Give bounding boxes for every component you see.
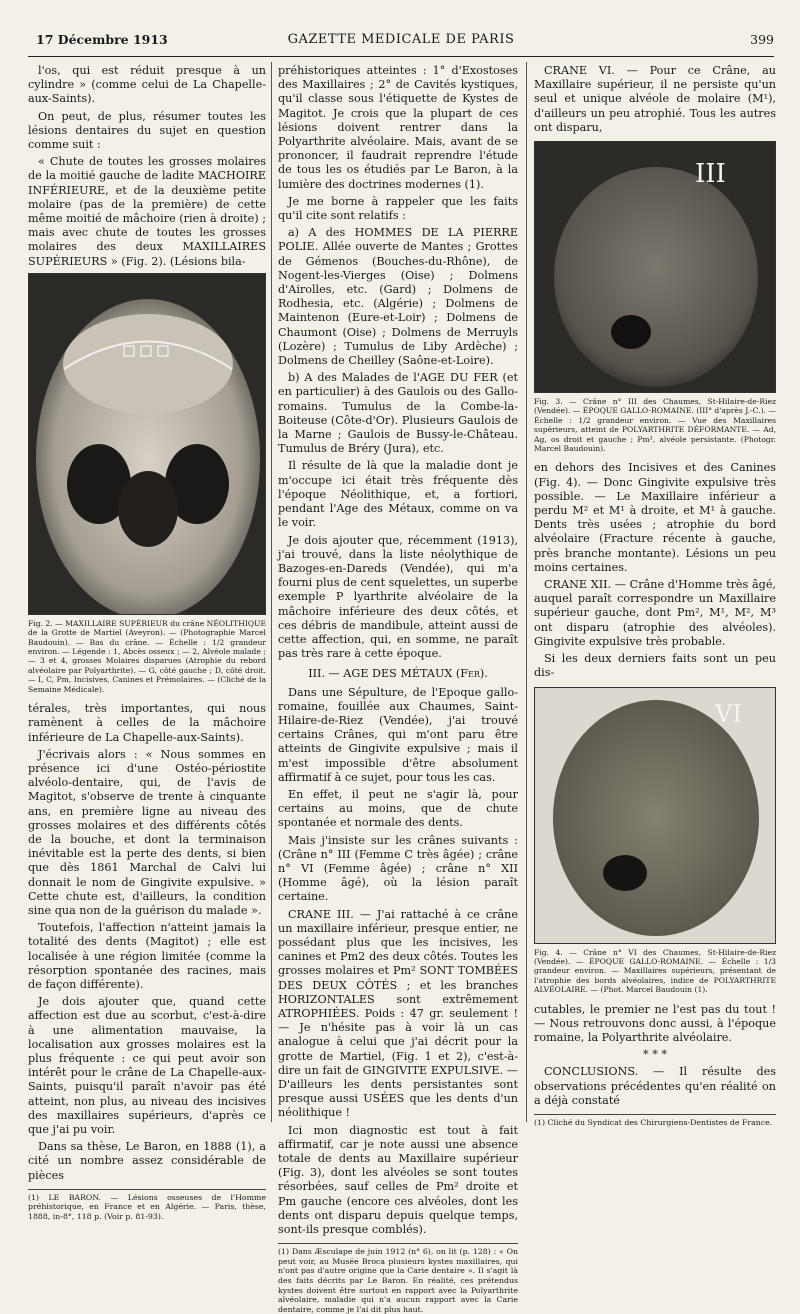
footnote: (1) Dans Æsculape de juin 1912 (n° 6), on lit (p. 128) : « On peut voir, au Musée Broca plusieurs kystes maxillaires, qui n'ont pas d'autre origine que la Carie dentaire ». Il s'agit là des faits décrits par Le Baron. En réalité, ces prétendus kystes doivent être surtout en rapport avec la Polyarthrite alvéolaire, maladie qui n'a aucun rapport avec la Carie dentaire, comme je l'ai dit plus haut. bbox=[278, 1243, 518, 1314]
figure-3-photo bbox=[534, 141, 776, 393]
column-2 bbox=[278, 64, 518, 1314]
column-divider bbox=[526, 62, 527, 1122]
paragraph: CRANE III. — J'ai rattaché à ce crâne un maxillaire inférieur, presque entier, ne possédant plus que les incisives, les canines et Pm2 des deux côtés. Toutes les grosses molaires et Pm² SONT TOMBÉES DES DEUX CÔTÉS ; et les branches HORIZONTALES sont extrêmement ATROPHIÉES. Poids : 47 gr. seulement ! — Je n'hésite pas à voir là un cas analogue à celui que j'ai décrit pour la grotte de Martiel, (Fig. 1 et 2), c'est-à-dire un fait de GINGIVITE EXPULSIVE. — D'ailleurs les dents persistantes sont presque aussi USÉES que les dents d'un néolithique ! bbox=[278, 907, 518, 1120]
paragraph: Je dois ajouter que, quand cette affection est due au scorbut, c'est-à-dire à une alimentation mauvaise, la localisation aux grosses molaires est la plus fréquente : ce qui peut avoir son intérêt pour le crâne de La Chapelle-aux-Saints, puisqu'il paraît n'avoir pas été atteint, non plus, au niveau des incisives des maxillaires supérieurs, d'après ce que j'ai pu voir. bbox=[28, 995, 266, 1136]
skull-iii-image bbox=[535, 142, 776, 392]
paragraph: l'os, qui est réduit presque à un cylindre » (comme celui de La Chapelle-aux-Saints). bbox=[28, 64, 266, 106]
skull-vi-image bbox=[535, 688, 776, 943]
paragraph: CRANE VI. — Pour ce Crâne, au Maxillaire supérieur, il ne persiste qu'un seul et unique alvéole de molaire (M¹), d'ailleurs un peu atrophié. Tous les autres ont disparu, bbox=[534, 64, 776, 134]
figure-4-photo bbox=[534, 687, 776, 944]
footnote: (1) LE BARON. — Lésions osseuses de l'Homme préhistorique, en France et en Algérie. — Paris, thèse, 1888, in-8°, 118 p. (Voir p. 81-93). bbox=[28, 1189, 266, 1222]
column-divider bbox=[271, 62, 272, 1122]
paragraph: « Chute de toutes les grosses molaires de la moitié gauche de ladite MACHOIRE INFÉRIEURE, et de la deuxième petite molaire (pas de la première) de cette même moitié de mâchoire (rien à droite) ; mais avec chute de toutes les grosses molaires des deux MAXILLAIRES SUPÉRIEURS » (Fig. 2). (Lésions bila- bbox=[28, 155, 266, 268]
paragraph: Mais j'insiste sur les crânes suivants : (Crâne n° III (Femme C très âgée) ; crâne n° VI (Femme âgée) ; crâne n° XII (Homme âgé), où la lésion paraît certaine. bbox=[278, 833, 518, 904]
figure-3-label: III bbox=[695, 159, 726, 190]
paragraph: cutables, le premier ne l'est pas du tout ! — Nous retrouvons donc aussi, à l'époque romaine, la Polyarthrite alvéolaire. bbox=[534, 1002, 776, 1044]
skull-base-image bbox=[29, 274, 266, 614]
paragraph: térales, très importantes, qui nous ramènent à celles de la mâchoire inférieure de La Chapelle-aux-Saints). bbox=[28, 702, 266, 744]
paragraph: Je me borne à rappeler que les faits qu'il cite sont relatifs : bbox=[278, 194, 518, 223]
paragraph: Toutefois, l'affection n'atteint jamais la totalité des dents (Magitot) ; elle est localisée à une région limitée (comme la résorption spontanée des racines, mais de façon différente). bbox=[28, 921, 266, 991]
paragraph: Ici mon diagnostic est tout à fait affirmatif, car je note aussi une absence totale de dents au Maxillaire supérieur (Fig. 3), dont les alvéoles se sont toutes résorbées, sauf celles de Pm² droite et Pm gauche (encore ces alvéoles, dont les dents ont disparu depuis quelque temps, sont-ils presque comblés). bbox=[278, 1123, 518, 1237]
paragraph: a) A des HOMMES DE LA PIERRE POLIE. Allée ouverte de Mantes ; Grottes de Gémenos (Bouches-du-Rhône), de Nogent-les-Vierges (Oise) ; Dolmens d'Airolles, etc. (Gard) ; Dolmens de Rodhesia, etc. (Algérie) ; Dolmens de Maintenon (Eure-et-Loir) ; Dolmens de Chaumont (Oise) ; Dolmens de Merruyls (Lozère) ; Tumulus de Liby Ardèche) ; Dolmens de Cheilley (Saône-et-Loire). bbox=[278, 226, 518, 368]
section-stars: * * * bbox=[643, 1048, 667, 1062]
paragraph: En effet, il peut ne s'agir là, pour certains au moins, que de chute spontanée et normale des dents. bbox=[278, 787, 518, 830]
paragraph: CONCLUSIONS. — Il résulte des observations précédentes qu'en réalité on a déjà constaté bbox=[534, 1065, 776, 1107]
paragraph: On peut, de plus, résumer toutes les lésions dentaires du sujet en question comme suit : bbox=[28, 109, 266, 152]
figure-4-label: VI bbox=[715, 699, 742, 728]
paragraph: Dans sa thèse, Le Baron, en 1888 (1), a cité un nombre assez considérable de pièces bbox=[28, 1140, 266, 1182]
paragraph: Dans une Sépulture, de l'Epoque gallo-romaine, fouillée aux Chaumes, Saint-Hilaire-de-Riez (Vendée), j'ai trouvé certains Crânes, qui m'ont paru être atteints de Gingivite expulsive ; mais il m'est impossible d'être absolument affirmatif à ce sujet, pour tous les cas. bbox=[278, 685, 518, 784]
figure-2-photo bbox=[28, 273, 266, 615]
paragraph: Si les deux derniers faits sont un peu dis- bbox=[534, 652, 776, 680]
footnote: (1) Cliché du Syndicat des Chirurgiens-Dentistes de France. bbox=[534, 1114, 776, 1128]
figure-4-caption: Fig. 4. — Crâne n° VI des Chaumes, St-Hilaire-de-Riez (Vendée). — ÉPOQUE GALLO-ROMAINE. — Échelle : 1/3 grandeur environ. — Maxillaires supérieurs, présentant de l'atrophie des bords alvéolaires, indice de POLYARTHRITE ALVÉOLAIRE. — (Phot. Marcel Baudouin (1). bbox=[534, 947, 776, 995]
paragraph: J'écrivais alors : « Nous sommes en présence ici d'une Ostéo-périostite alvéolo-dentaire, qui, de l'avis de Magitot, s'observe de trente à cinquante ans, en première ligne au niveau des grosses molaires et des différents côtés de la bouche, et dont la terminaison inévitable est la perte des dents, si bien que dès 1861 Marchal de Calvi lui donnait le nom de Gingivite expulsive. » Cette chute est, d'ailleurs, la condition sine qua non de la guérison du malade ». bbox=[28, 747, 266, 917]
page-header bbox=[28, 22, 774, 57]
paragraph: b) A des Malades de l'AGE DU FER (et en particulier) à des Gaulois ou des Gallo-romains. Tumulus de la Combe-la-Boiteuse (Côte-d'Or). Plusieurs Gaulois de la Marne ; Gaulois de Bussy-le-Château. Tumulus de Bréry (Jura), etc. bbox=[278, 371, 518, 456]
header-date: 17 Décembre 1913 bbox=[36, 32, 168, 47]
paragraph: Il résulte de là que la maladie dont je m'occupe ici était très fréquente dès l'époque Néolithique, et, a fortiori, pendant l'Age des Métaux, comme on va le voir. bbox=[278, 459, 518, 530]
column-1 bbox=[28, 64, 266, 1222]
paragraph: CRANE XII. — Crâne d'Homme très âgé, auquel paraît correspondre un Maxillaire supérieur gauche, dont Pm², M¹, M², M³ ont disparu (atrophie des alvéoles). Gingivite expulsive très probable. bbox=[534, 578, 776, 648]
figure-2-caption: Fig. 2. — MAXILLAIRE SUPÉRIEUR du crâne NÉOLITHIQUE de la Grotte de Martiel (Aveyron). — (Photographie Marcel Baudouin). — Bas du crâne. — Échelle : 1/2 grandeur environ. — Légende : 1, Abcès osseux ; — 2, Alvéole malade ; — 3 et 4, grosses Molaires disparues (Atrophie du rebord alvéolaire par Polyarthrite). — G, côté gauche ; D, côté droit. — I, C, Pm, Incisives, Canines et Prémolaires. — (Cliché de la Semaine Médicale). bbox=[28, 618, 266, 694]
figure-3-caption: Fig. 3. — Crâne n° III des Chaumes, St-Hilaire-de-Riez (Vendée). — ÉPOQUE GALLO-ROMAINE. (III° d'après J.-C.). — Échelle : 1/2 grandeur environ. — Vue des Maxillaires supérieurs, atteint de POLYARTHRITE DÉFORMANTE. — Ad, Ag, os droit et gauche ; Pm², alvéole persistante. (Photogr. Marcel Baudouin). bbox=[534, 397, 776, 454]
section-heading: III. — AGE DES MÉTAUX (Fer). bbox=[308, 667, 488, 681]
header-title: GAZETTE MEDICALE DE PARIS bbox=[287, 32, 515, 47]
paragraph: préhistoriques atteintes : 1° d'Exostoses des Maxillaires ; 2° de Cavités kystiques, qu'il classe sous l'étiquette de Kystes de Magitot. Je crois que la plupart de ces lésions doivent rentrer dans la Polyarthrite alvéolaire. Mais, avant de se prononcer, il faudrait reprendre l'étude de tous les os étudiés par Le Baron, à la lumière des doctrines modernes (1). bbox=[278, 64, 518, 191]
header-page-number: 399 bbox=[750, 32, 774, 47]
column-3 bbox=[534, 64, 776, 1128]
paragraph: en dehors des Incisives et des Canines (Fig. 4). — Donc Gingivite expulsive très possible. — Le Maxillaire inférieur a perdu M² et M¹ à droite, et M¹ à gauche. Dents très usées ; atrophie du bord alvéolaire (Fracture récente à gauche, près branche montante). Lésions un peu moins certaines. bbox=[534, 461, 776, 574]
paragraph: Je dois ajouter que, récemment (1913), j'ai trouvé, dans la liste néolythique de Bazoges-en-Dareds (Vendée), qui m'a fourni plus de cent squelettes, un superbe exemple P lyarthrite alvéolaire de la mâchoire inférieure des deux côtés, et ces débris de mandibule, atteint aussi de cette affection, qui, en somme, ne paraît pas très rare à cette époque. bbox=[278, 533, 518, 661]
